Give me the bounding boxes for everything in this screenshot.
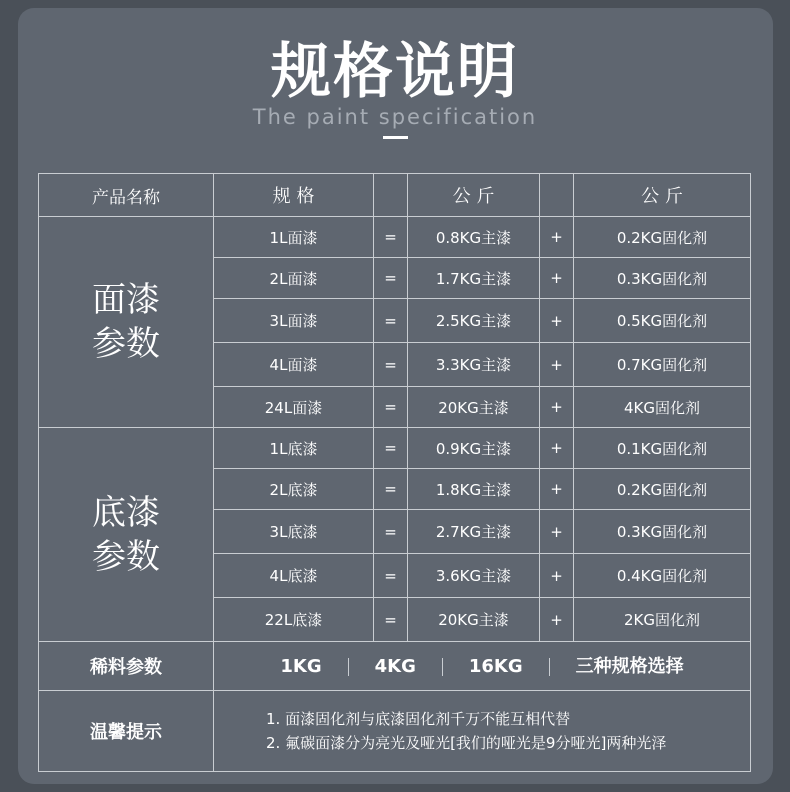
main-paint-cell: 0.9KG主漆	[408, 428, 540, 469]
dilution-option-16kg: 16KG	[442, 658, 549, 676]
dilution-option-choice: 三种规格选择	[549, 658, 710, 676]
main-paint-cell: 3.3KG主漆	[408, 343, 540, 387]
header-product-name: 产品名称	[39, 174, 214, 217]
hardener-cell: 4KG固化剂	[574, 387, 751, 428]
page-subtitle: The paint specification	[252, 105, 538, 129]
tip-line-1: 1. 面漆固化剂与底漆固化剂千万不能互相代替	[266, 710, 571, 728]
plus-sign: +	[540, 510, 574, 554]
equals-sign: =	[374, 258, 408, 299]
equals-sign: =	[374, 217, 408, 258]
equals-sign: =	[374, 343, 408, 387]
equals-sign: =	[374, 469, 408, 510]
main-paint-cell: 20KG主漆	[408, 598, 540, 642]
dilution-options	[214, 642, 751, 691]
hardener-cell: 0.3KG固化剂	[574, 510, 751, 554]
main-paint-cell: 1.7KG主漆	[408, 258, 540, 299]
spec-cell: 1L底漆	[214, 428, 374, 469]
dilution-option-4kg: 4KG	[348, 658, 442, 676]
tips-content	[214, 691, 751, 772]
equals-sign: =	[374, 428, 408, 469]
spec-cell: 3L面漆	[214, 299, 374, 343]
plus-sign: +	[540, 469, 574, 510]
equals-sign: =	[374, 510, 408, 554]
plus-sign: +	[540, 387, 574, 428]
table-row	[39, 217, 751, 258]
plus-sign: +	[540, 217, 574, 258]
spec-table	[38, 173, 751, 772]
main-paint-cell: 20KG主漆	[408, 387, 540, 428]
plus-sign: +	[540, 598, 574, 642]
hardener-cell: 0.2KG固化剂	[574, 469, 751, 510]
dilution-row	[39, 642, 751, 691]
header-blank-2	[540, 174, 574, 217]
plus-sign: +	[540, 428, 574, 469]
dilution-label: 稀料参数	[39, 642, 214, 691]
table-header-row	[39, 174, 751, 217]
plus-sign: +	[540, 343, 574, 387]
spec-cell: 2L底漆	[214, 469, 374, 510]
main-paint-cell: 2.5KG主漆	[408, 299, 540, 343]
spec-cell: 1L面漆	[214, 217, 374, 258]
hardener-cell: 0.1KG固化剂	[574, 428, 751, 469]
tip-line-2: 2. 氟碳面漆分为亮光及哑光[我们的哑光是9分哑光]两种光泽	[266, 734, 667, 752]
spec-cell: 4L底漆	[214, 554, 374, 598]
main-paint-cell: 0.8KG主漆	[408, 217, 540, 258]
main-paint-cell: 2.7KG主漆	[408, 510, 540, 554]
plus-sign: +	[540, 258, 574, 299]
spec-cell: 22L底漆	[214, 598, 374, 642]
spec-cell: 2L面漆	[214, 258, 374, 299]
main-paint-cell: 3.6KG主漆	[408, 554, 540, 598]
header-blank-1	[374, 174, 408, 217]
table-row	[39, 428, 751, 469]
topcoat-group-label: 面漆 参数	[39, 217, 214, 428]
dilution-option-1kg: 1KG	[280, 655, 322, 677]
hardener-cell: 0.5KG固化剂	[574, 299, 751, 343]
equals-sign: =	[374, 554, 408, 598]
hardener-cell: 0.3KG固化剂	[574, 258, 751, 299]
tips-row	[39, 691, 751, 772]
equals-sign: =	[374, 299, 408, 343]
hardener-cell: 0.7KG固化剂	[574, 343, 751, 387]
header-kg-hardener: 公 斤	[574, 174, 751, 217]
tips-label: 温馨提示	[39, 691, 214, 772]
hardener-cell: 0.2KG固化剂	[574, 217, 751, 258]
main-paint-cell: 1.8KG主漆	[408, 469, 540, 510]
hardener-cell: 2KG固化剂	[574, 598, 751, 642]
spec-cell: 4L面漆	[214, 343, 374, 387]
plus-sign: +	[540, 554, 574, 598]
hardener-cell: 0.4KG固化剂	[574, 554, 751, 598]
equals-sign: =	[374, 598, 408, 642]
page-title: 规格说明	[271, 37, 519, 107]
plus-sign: +	[540, 299, 574, 343]
primer-group-label: 底漆 参数	[39, 428, 214, 642]
title-underline	[383, 136, 408, 139]
spec-cell: 24L面漆	[214, 387, 374, 428]
spec-cell: 3L底漆	[214, 510, 374, 554]
header-spec: 规 格	[214, 174, 374, 217]
equals-sign: =	[374, 387, 408, 428]
header-kg-main: 公 斤	[408, 174, 540, 217]
